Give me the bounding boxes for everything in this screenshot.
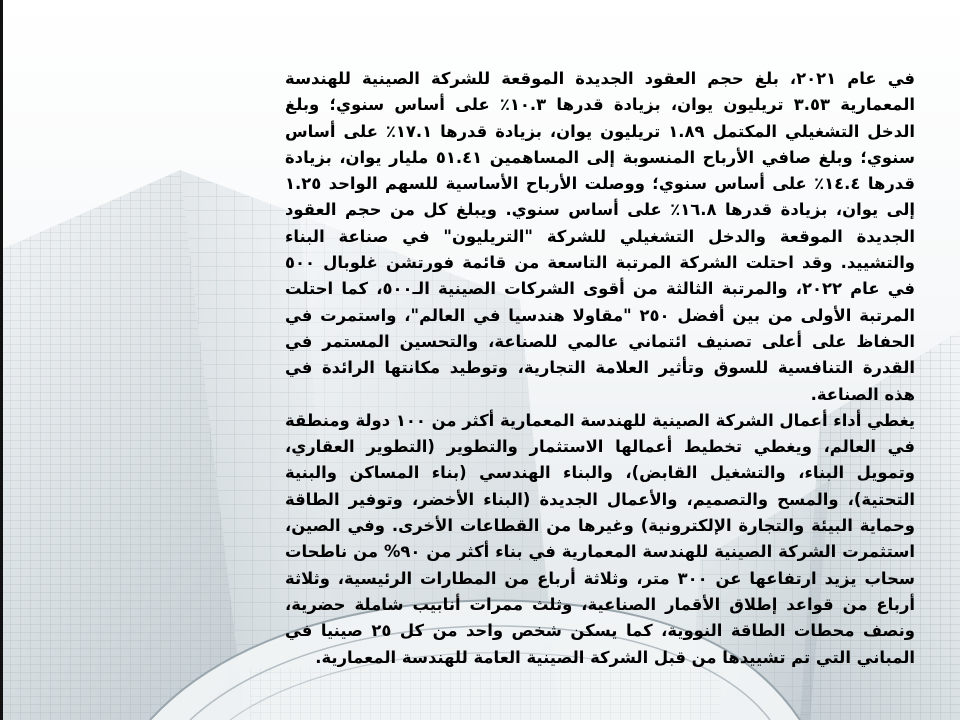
article-text (285, 66, 915, 671)
paragraph-business-scope: يغطي أداء أعمال الشركة الصينية للهندسة المعمارية أكثر من ١٠٠ دولة ومنطقة في العالم، ويغطي تخطيط أعمالها الاستثمار والتطوير (التطوير العقاري، وتمويل البناء، والتشغيل القابض)، والبناء الهندسي (بناء المساكن والبنية التحتية)، والمسح والتصميم، والأعمال الجديدة (البناء الأخضر، وتوفير الطاقة وحماية البيئة والتجارة الإلكترونية) وغيرها من القطاعات الأخرى. وفي الصين، استثمرت الشركة الصينية للهندسة المعمارية في بناء أكثر من ٩٠% من ناطحات سحاب يزيد ارتفاعها عن ٣٠٠ متر، وثلاثة أرباع من المطارات الرئيسية، وثلاثة أرباع من قواعد إطلاق الأقمار الصناعية، وثلث ممرات أنابيب شاملة حضرية، ونصف محطات الطاقة النووية، كما يسكن شخص واحد من كل ٢٥ صينيا في المباني التي تم تشييدها من قبل الشركة الصينية العامة للهندسة المعمارية. (285, 410, 916, 667)
left-border-line (0, 0, 3, 720)
paragraph-company-results: في عام ٢٠٢١، بلغ حجم العقود الجديدة الموقعة للشركة الصينية للهندسة المعمارية ٣.٥٣ تريليون يوان، بزيادة قدرها ١٠.٣٪ على أساس سنوي؛ وبلغ الدخل التشغيلي المكتمل ١.٨٩ تريليون يوان، بزيادة قدرها ١٧.١٪ على أساس سنوي؛ وبلغ صافي الأرباح المنسوبة إلى المساهمين ٥١.٤١ مليار يوان، بزيادة قدرها ١٤.٤٪ على أساس سنوي؛ ووصلت الأرباح الأساسية للسهم الواحد ١.٢٥ إلى يوان، بزيادة قدرها ١٦.٨٪ على أساس سنوي. ويبلغ كل من حجم العقود الجديدة الموقعة والدخل التشغيلي للشركة "التريليون" في صناعة البناء والتشييد. وقد احتلت الشركة المرتبة التاسعة من قائمة فورتشن غلوبال ٥٠٠ في عام ٢٠٢٢، والمرتبة الثالثة من أقوى الشركات الصينية الـ٥٠٠، كما احتلت المرتبة الأولى من بين أفضل ٢٥٠ "مقاولا هندسيا في العالم"، واستمرت في الحفاظ على أعلى تصنيف ائتماني عالمي للصناعة، والتحسين المستمر في القدرة التنافسية للسوق وتأثير العلامة التجارية، وتوطيد مكانتها الرائدة في هذه الصناعة. (285, 69, 916, 404)
